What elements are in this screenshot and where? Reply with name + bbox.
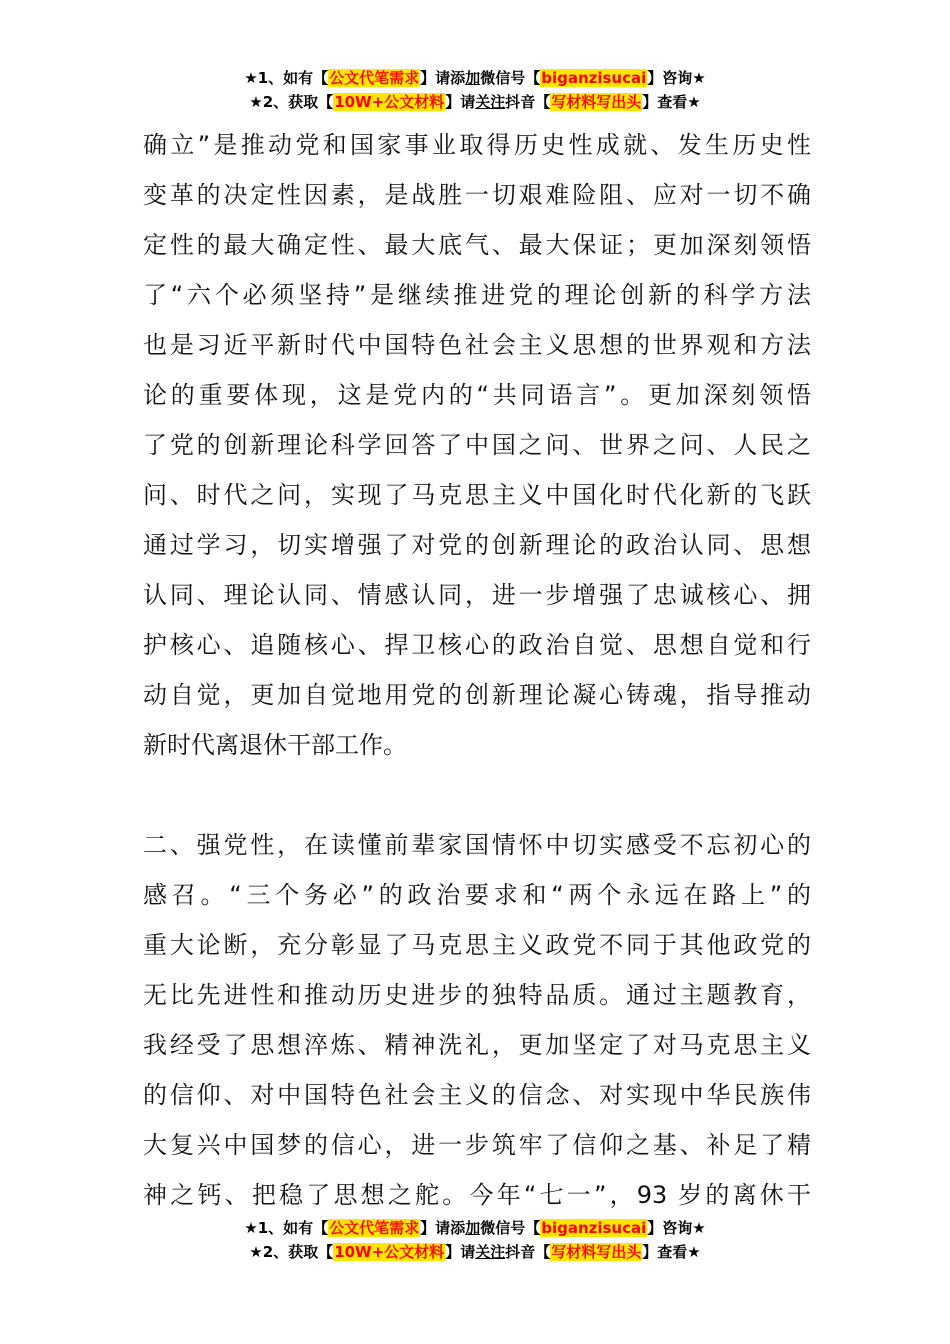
text-line: 变革的决定性因素，是战胜一切艰难险阻、应对一切不确 xyxy=(143,181,811,209)
text-line: 感召。“三个务必”的政治要求和“两个永远在路上”的 xyxy=(143,881,811,909)
text-line: 神之钙、把稳了思想之舵。今年“七一”，93 岁的离休干 xyxy=(143,1181,811,1209)
text-line: 通过学习，切实增强了对党的创新理论的政治认同、思想 xyxy=(143,531,811,559)
text-line: 定性的最大确定性、最大底气、最大保证；更加深刻领悟 xyxy=(143,231,811,259)
text-line: 也是习近平新时代中国特色社会主义思想的世界观和方法 xyxy=(143,331,811,359)
banner-highlight: 10W+公文材料 xyxy=(334,93,445,111)
text-line: 大复兴中国梦的信心，进一步筑牢了信仰之基、补足了精 xyxy=(143,1131,811,1159)
banner-line-2: ★2、获取【10W+公文材料】请关注抖音【写材料写出头】查看★ xyxy=(249,1243,701,1261)
document-body xyxy=(143,120,811,1220)
text-line: 确立”是推动党和国家事业取得历史性成就、发生历史性 xyxy=(143,131,811,159)
banner-line-2: ★2、获取【10W+公文材料】请关注抖音【写材料写出头】查看★ xyxy=(249,93,701,111)
text-line: 新时代离退休干部工作。 xyxy=(143,731,407,759)
text-line: 护核心、追随核心、捍卫核心的政治自觉、思想自觉和行 xyxy=(143,631,811,659)
text-line: 我经受了思想淬炼、精神洗礼，更加坚定了对马克思主义 xyxy=(143,1031,811,1059)
footer-banner xyxy=(0,1216,950,1264)
text-line: 论的重要体现，这是党内的“共同语言”。更加深刻领悟 xyxy=(143,381,811,409)
text-line: 重大论断，充分彰显了马克思主义政党不同于其他政党的 xyxy=(143,931,811,959)
text-line: 了“六个必须坚持”是继续推进党的理论创新的科学方法 xyxy=(143,281,811,309)
text-line: 动自觉，更加自觉地用党的创新理论凝心铸魂，指导推动 xyxy=(143,681,811,709)
paragraph-2 xyxy=(143,820,811,1220)
header-banner xyxy=(0,66,950,114)
text-line: 问、时代之问，实现了马克思主义中国化时代化新的飞跃 xyxy=(143,481,811,509)
banner-line-1: ★1、如有【公文代笔需求】请添加微信号【biganzisucai】咨询★ xyxy=(244,69,706,87)
banner-highlight: 写材料写出头 xyxy=(551,1243,642,1261)
banner-highlight: 写材料写出头 xyxy=(551,93,642,111)
banner-highlight: 公文代笔需求 xyxy=(329,1219,420,1237)
banner-highlight: biganzisucai xyxy=(541,69,647,87)
text-line: 认同、理论认同、情感认同，进一步增强了忠诚核心、拥 xyxy=(143,581,811,609)
banner-line-1: ★1、如有【公文代笔需求】请添加微信号【biganzisucai】咨询★ xyxy=(244,1219,706,1237)
banner-highlight: 10W+公文材料 xyxy=(334,1243,445,1261)
paragraph-1 xyxy=(143,120,811,770)
banner-highlight: 公文代笔需求 xyxy=(329,69,420,87)
text-line: 的信仰、对中国特色社会主义的信念、对实现中华民族伟 xyxy=(143,1081,811,1109)
text-line: 无比先进性和推动历史进步的独特品质。通过主题教育， xyxy=(143,981,811,1009)
paragraph-gap xyxy=(143,770,811,820)
text-line: 二、强党性，在读懂前辈家国情怀中切实感受不忘初心的 xyxy=(143,831,811,859)
banner-highlight: biganzisucai xyxy=(541,1219,647,1237)
text-line: 了党的创新理论科学回答了中国之问、世界之问、人民之 xyxy=(143,431,811,459)
